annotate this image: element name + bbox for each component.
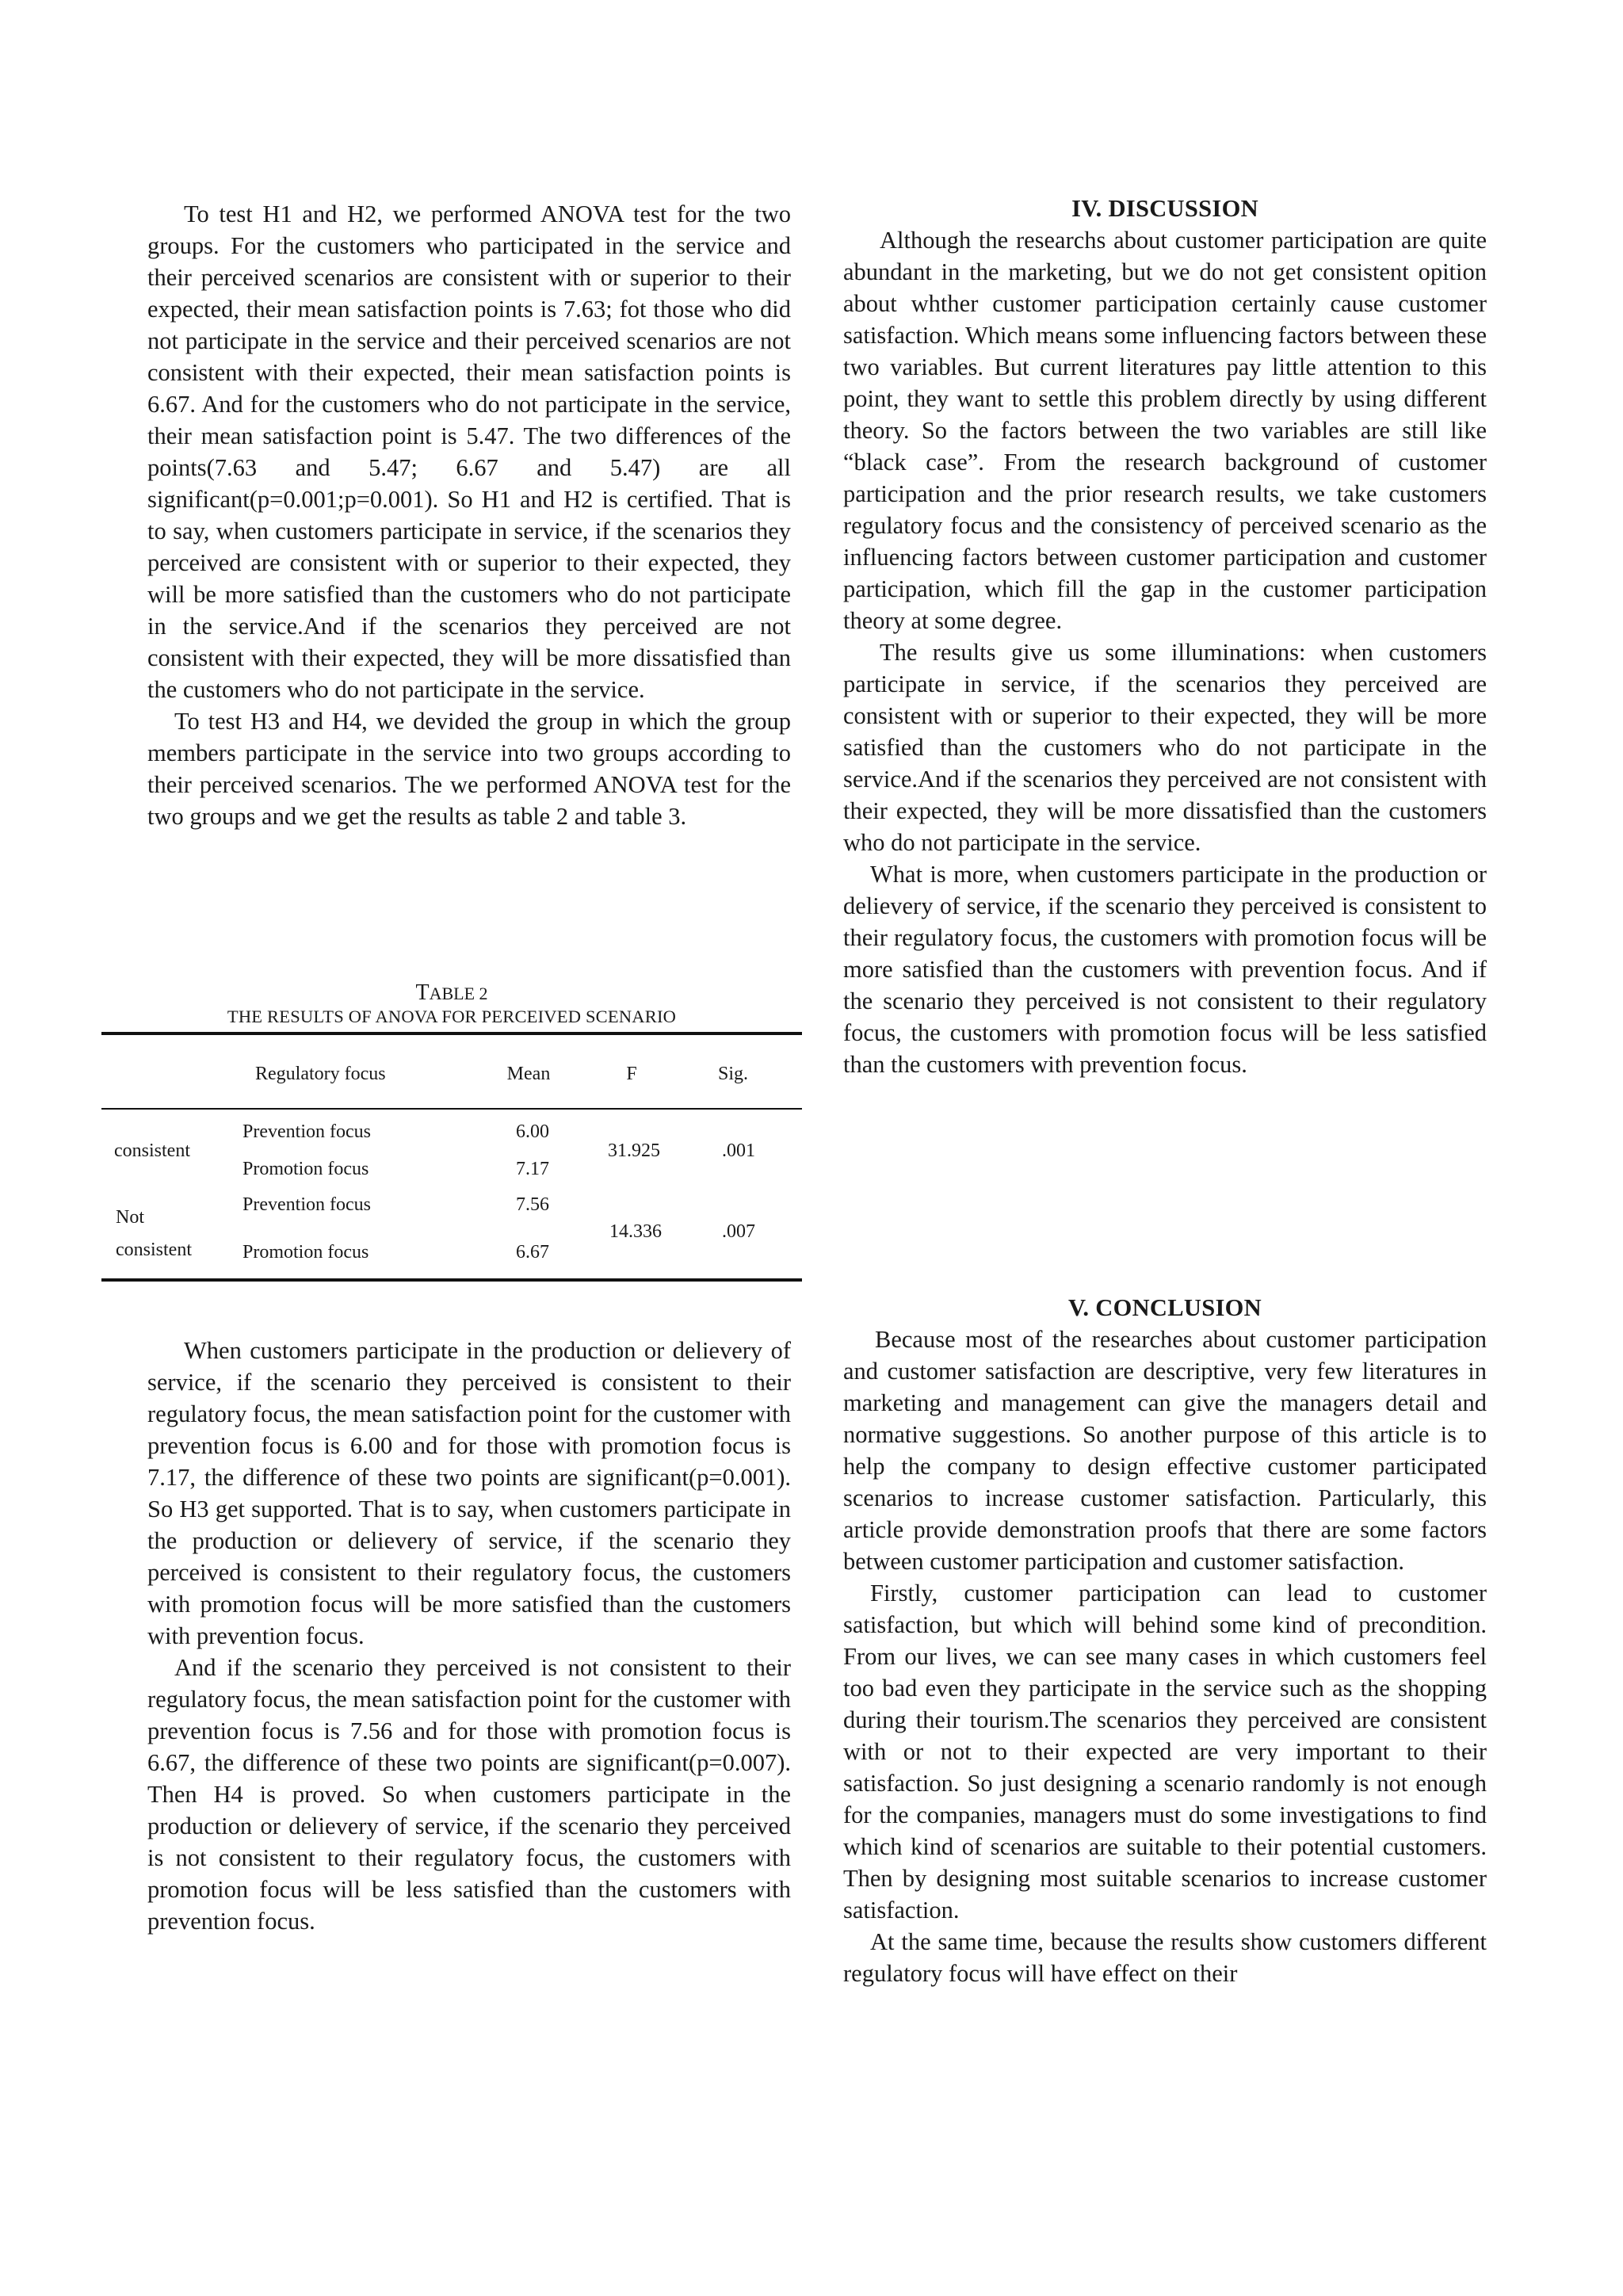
paragraph-h3-result: When customers participate in the production or delievery of service, if the scenario they perceived is consistent to their regulatory focus, the mean satisfaction point for the customer with prevention focus is 6.00 and for those with promotion focus is 7.17, the difference of these two points are significant(p=0.001). So H3 get supported. That is to say, when customers participate in the production or delievery of service, if the scenario they perceived is consistent to their regulatory focus, the customers with promotion focus will be more satisfied than the customers with prevention focus. <box>147 1337 791 1649</box>
table-row-mean: 6.00 <box>516 1121 549 1142</box>
discussion-heading: IV. DISCUSSION <box>1071 195 1258 222</box>
table-header-rule <box>101 1108 802 1110</box>
table-row-focus: Prevention focus <box>242 1121 371 1142</box>
table-f-value: 14.336 <box>609 1221 662 1242</box>
conclusion-paragraph: At the same time, because the results show customers different regulatory focus will have effect on their <box>843 1928 1487 1987</box>
discussion-paragraph: The results give us some illuminations: when customers participate in service, if the scenarios they perceived are consistent with or superior to their expected, they will be more satisfied than the customers who do not participate in the service.And if the scenarios they perceived are not consistent with their expected, they will be more dissatisfied than the customers who do not participate in the service. <box>843 639 1487 856</box>
discussion-paragraph: Although the researchs about customer participation are quite abundant in the marketing, but we do not get consistent opition about whther customer participation certainly cause customer satisfaction. Which means some influencing factors between these two variables. But current literatures pay little attention to this point, they want to settle this problem directly by using different theory. So the factors between the two variables are still like “black case”. From the research background of customer participation and the prior research results, we take customers regulatory focus and the consistency of perceived scenario as the influencing factors between customer participation and customer participation, which fill the gap in the customer participation theory at some degree. <box>843 227 1487 634</box>
left-column-top <box>147 198 791 832</box>
table-row-focus: Promotion focus <box>242 1242 369 1263</box>
left-column-bottom <box>147 1335 791 1937</box>
conclusion-section <box>843 1292 1487 1989</box>
discussion-paragraph: What is more, when customers participate in the production or delievery of service, if the scenario they perceived is consistent to their regulatory focus, the customers with promotion focus will be more satisfied than the customers with prevention focus. And if the scenario they perceived is not consistent to their regulatory focus, the customers with promotion focus will be less satisfied than the customers with prevention focus. <box>843 861 1487 1078</box>
group-label: consistent <box>114 1140 190 1161</box>
paragraph-anova-h3-h4: To test H3 and H4, we devided the group in which the group members participate in the service into two groups according to their perceived scenarios. The we performed ANOVA test for the two groups and we get the results as table 2 and table 3. <box>147 708 791 830</box>
conclusion-paragraph: Firstly, customer participation can lead to customer satisfaction, but which will behind some kind of precondition. From our lives, we can see many cases in which customers feel too bad even they participate in the service such as the shopping during their tourism.The scenarios they perceived are consistent with or not to their expected are very important to their satisfaction. So just designing a scenario randomly is not enough for the companies, managers must do some investigations to find which kind of scenarios are suitable to their potential customers. Then by designing most suitable scenarios to increase customer satisfaction. <box>843 1580 1487 1924</box>
table-sig-value: .007 <box>722 1221 755 1242</box>
group-label-line2: consistent <box>116 1240 192 1260</box>
table-row-mean: 7.17 <box>516 1159 549 1179</box>
conclusion-heading: V. CONCLUSION <box>1068 1294 1262 1321</box>
table-header-mean: Mean <box>506 1064 551 1084</box>
table-caption-title: THE RESULTS OF ANOVA FOR PERCEIVED SCENARIO <box>227 1007 677 1026</box>
discussion-section <box>843 193 1487 1080</box>
table-row-focus: Prevention focus <box>242 1194 371 1215</box>
table-header-regulatory-focus: Regulatory focus <box>255 1064 386 1084</box>
table-sig-value: .001 <box>722 1140 755 1161</box>
group-label-line1: Not <box>116 1207 144 1228</box>
table-header-f: F <box>626 1064 637 1084</box>
table-header-sig: Sig. <box>717 1064 748 1084</box>
table-bottom-rule <box>101 1278 802 1282</box>
table-f-value: 31.925 <box>608 1140 660 1161</box>
table-row-mean: 7.56 <box>516 1194 549 1215</box>
table-caption-number: TABLE 2 <box>415 980 488 1005</box>
paragraph-anova-h1-h2: To test H1 and H2, we performed ANOVA test for the two groups. For the customers who participated in the service and their perceived scenarios are consistent with or superior to their expected, their mean satisfaction points is 7.63; fot those who did not participate in the service and their perceived scenarios are not consistent with their expected, their mean satisfaction points is 6.67. And for the customers who do not participate in the service, their mean satisfaction point is 5.47. The two differences of the points(7.63 and 5.47; 6.67 and 5.47) are all significant(p=0.001;p=0.001). So H1 and H2 is certified. That is to say, when customers participate in service, if the scenarios they perceived are consistent with or superior to their expected, they will be more satisfied than the customers who do not participate in the service.And if the scenarios they perceived are not consistent with their expected, they will be more dissatisfied than the customers who do not participate in the service. <box>147 201 791 703</box>
conclusion-paragraph: Because most of the researches about customer participation and customer satisfaction are descriptive, very few literatures in marketing and management can give the managers detail and normative suggestions. So another purpose of this article is to help the company to design effective customer participated scenarios to increase customer satisfaction. Particularly, this article provide demonstration proofs that there are some factors between customer participation and customer satisfaction. <box>843 1326 1487 1575</box>
table-top-rule <box>101 1032 802 1035</box>
table-row-focus: Promotion focus <box>242 1159 369 1179</box>
paragraph-h4-result: And if the scenario they perceived is not consistent to their regulatory focus, the mean satisfaction point for the customer with prevention focus is 7.56 and for those with promotion focus is 6.67, the difference of these two points are significant(p=0.007). Then H4 is proved. So when customers participate in the production or delievery of service, if the scenario they perceived is not consistent to their regulatory focus, the customers with promotion focus will be less satisfied than the customers with prevention focus. <box>147 1654 791 1935</box>
table-row-mean: 6.67 <box>516 1242 549 1263</box>
